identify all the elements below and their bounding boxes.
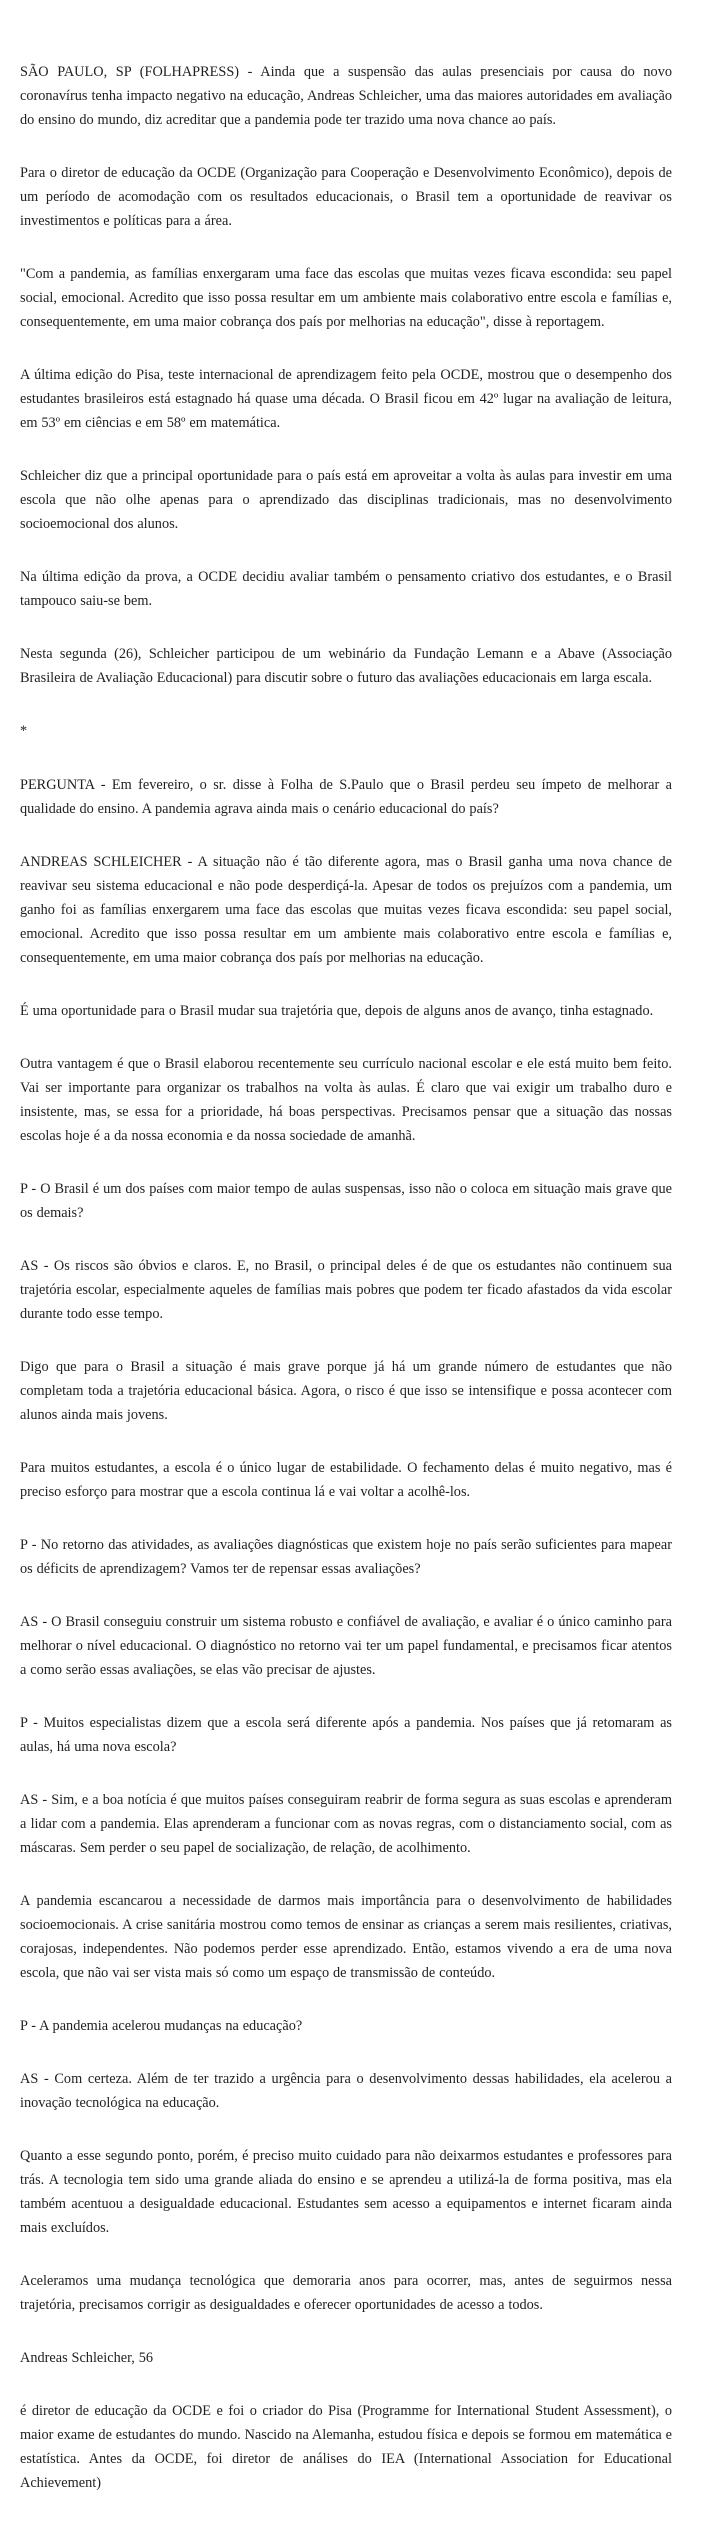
bio-heading: Andreas Schleicher, 56 bbox=[20, 2350, 154, 2366]
bio-text: é diretor de educação da OCDE e foi o criador do Pisa (Programme for International Student Assessment), o maior exame de estudantes do mundo. Nascido na Alemanha, estudou física e depois se formou em matemática e estatística. Antes da OCDE, foi diretor de análises do IEA (International Association for Educational Achievement) bbox=[20, 2403, 672, 2491]
interview-question: P - Muitos especialistas dizem que a escola será diferente após a pandemia. Nos países que já retomaram as aulas, há uma nova escola? bbox=[20, 1715, 672, 1755]
interview-answer: Aceleramos uma mudança tecnológica que demoraria anos para ocorrer, mas, antes de seguirmos nessa trajetória, precisamos corrigir as desigualdades e oferecer oportunidades de acesso a todos. bbox=[20, 2273, 672, 2313]
interview-answer: AS - Sim, e a boa notícia é que muitos países conseguiram reabrir de forma segura as suas escolas e aprenderam a lidar com a pandemia. Elas aprenderam a funcionar com as novas regras, com o distanciamento social, com as máscaras. Sem perder o seu papel de socialização, de relação, de acolhimento. bbox=[20, 1792, 672, 1856]
article-paragraph: Nesta segunda (26), Schleicher participou de um webinário da Fundação Lemann e a Abave (Associação Brasileira de Avaliação Educacional) para discutir sobre o futuro das avaliações educacionais em larga escala. bbox=[20, 646, 672, 686]
interview-answer: Digo que para o Brasil a situação é mais grave porque já há um grande número de estudantes que não completam toda a trajetória educacional básica. Agora, o risco é que isso se intensifique e possa acontecer com alunos ainda mais jovens. bbox=[20, 1359, 672, 1423]
interview-answer: AS - Os riscos são óbvios e claros. E, no Brasil, o principal deles é de que os estudantes não continuem sua trajetória escolar, especialmente aqueles de famílias mais pobres que podem ter ficado afastados da vida escolar durante todo esse tempo. bbox=[20, 1258, 672, 1322]
interview-answer: A pandemia escancarou a necessidade de darmos mais importância para o desenvolvimento de habilidades socioemocionais. A crise sanitária mostrou como temos de ensinar as crianças a serem mais resilientes, criativas, corajosas, independentes. Não podemos perder esse aprendizado. Então, estamos vivendo a era de uma nova escola, que não vai ser vista mais só como um espaço de transmissão de conteúdo. bbox=[20, 1893, 672, 1981]
interview-question: P - No retorno das atividades, as avaliações diagnósticas que existem hoje no país serão suficientes para mapear os déficits de aprendizagem? Vamos ter de repensar essas avaliações? bbox=[20, 1537, 672, 1577]
article-paragraph: Na última edição da prova, a OCDE decidiu avaliar também o pensamento criativo dos estudantes, e o Brasil tampouco saiu-se bem. bbox=[20, 569, 672, 609]
interview-answer: Para muitos estudantes, a escola é o único lugar de estabilidade. O fechamento delas é muito negativo, mas é preciso esforço para mostrar que a escola continua lá e vai voltar a acolhê-los. bbox=[20, 1460, 672, 1500]
interview-answer: ANDREAS SCHLEICHER - A situação não é tão diferente agora, mas o Brasil ganha uma nova chance de reavivar seu sistema educacional e não pode desperdiçá-la. Apesar de todos os prejuízos com a pandemia, um ganho foi as famílias enxergarem uma face das escolas que muitas vezes ficava escondida: seu papel social, emocional. Acredito que isso possa resultar em um ambiente mais colaborativo entre escola e famílias e, consequentemente, em uma maior cobrança dos país por melhorias na educação. bbox=[20, 854, 672, 966]
interview-question: P - O Brasil é um dos países com maior tempo de aulas suspensas, isso não o coloca em situação mais grave que os demais? bbox=[20, 1181, 672, 1221]
article-paragraph: "Com a pandemia, as famílias enxergaram uma face das escolas que muitas vezes ficava escondida: seu papel social, emocional. Acredito que isso possa resultar em um ambiente mais colaborativo entre escola e famílias e, consequentemente, em uma maior cobrança dos país por melhorias na educação", disse à reportagem. bbox=[20, 266, 672, 330]
interview-question: PERGUNTA - Em fevereiro, o sr. disse à Folha de S.Paulo que o Brasil perdeu seu ímpeto de melhorar a qualidade do ensino. A pandemia agrava ainda mais o cenário educacional do país? bbox=[20, 777, 672, 817]
interview-answer: AS - Com certeza. Além de ter trazido a urgência para o desenvolvimento dessas habilidades, ela acelerou a inovação tecnológica na educação. bbox=[20, 2071, 672, 2111]
article-paragraph: Schleicher diz que a principal oportunidade para o país está em aproveitar a volta às aulas para investir em uma escola que não olhe apenas para o aprendizado das disciplinas tradicionais, mas no desenvolvimento socioemocional dos alunos. bbox=[20, 468, 672, 532]
interview-answer: Quanto a esse segundo ponto, porém, é preciso muito cuidado para não deixarmos estudantes e professores para trás. A tecnologia tem sido uma grande aliada do ensino e se aprendeu a utilizá-la de forma positiva, mas ela também acentuou a desigualdade educacional. Estudantes sem acesso a equipamentos e internet ficaram ainda mais excluídos. bbox=[20, 2148, 672, 2236]
article-paragraph: SÃO PAULO, SP (FOLHAPRESS) - Ainda que a suspensão das aulas presenciais por causa do novo coronavírus tenha impacto negativo na educação, Andreas Schleicher, uma das maiores autoridades em avaliação do ensino do mundo, diz acreditar que a pandemia pode ter trazido uma nova chance ao país. bbox=[20, 64, 672, 128]
interview-answer: AS - O Brasil conseguiu construir um sistema robusto e confiável de avaliação, e avaliar é o único caminho para melhorar o nível educacional. O diagnóstico no retorno vai ter um papel fundamental, e precisamos ficar atentos a como serão essas avaliações, se elas vão precisar de ajustes. bbox=[20, 1614, 672, 1678]
article-paragraph: Para o diretor de educação da OCDE (Organização para Cooperação e Desenvolvimento Econômico), depois de um período de acomodação com os resultados educacionais, o Brasil tem a oportunidade de reavivar os investimentos e políticas para a área. bbox=[20, 165, 672, 229]
interview-question: P - A pandemia acelerou mudanças na educação? bbox=[20, 2018, 303, 2034]
interview-answer: É uma oportunidade para o Brasil mudar sua trajetória que, depois de alguns anos de avanço, tinha estagnado. bbox=[20, 1003, 654, 1019]
section-separator: * bbox=[20, 723, 28, 739]
article-paragraph: A última edição do Pisa, teste internacional de aprendizagem feito pela OCDE, mostrou que o desempenho dos estudantes brasileiros está estagnado há quase uma década. O Brasil ficou em 42º lugar na avaliação de leitura, em 53º em ciências e em 58º em matemática. bbox=[20, 367, 672, 431]
interview-answer: Outra vantagem é que o Brasil elaborou recentemente seu currículo nacional escolar e ele está muito bem feito. Vai ser importante para organizar os trabalhos na volta às aulas. É claro que vai exigir um trabalho duro e insistente, mas, se essa for a prioridade, há boas perspectivas. Precisamos pensar que a situação das nossas escolas hoje é a da nossa economia e da nossa sociedade de amanhã. bbox=[20, 1056, 672, 1144]
